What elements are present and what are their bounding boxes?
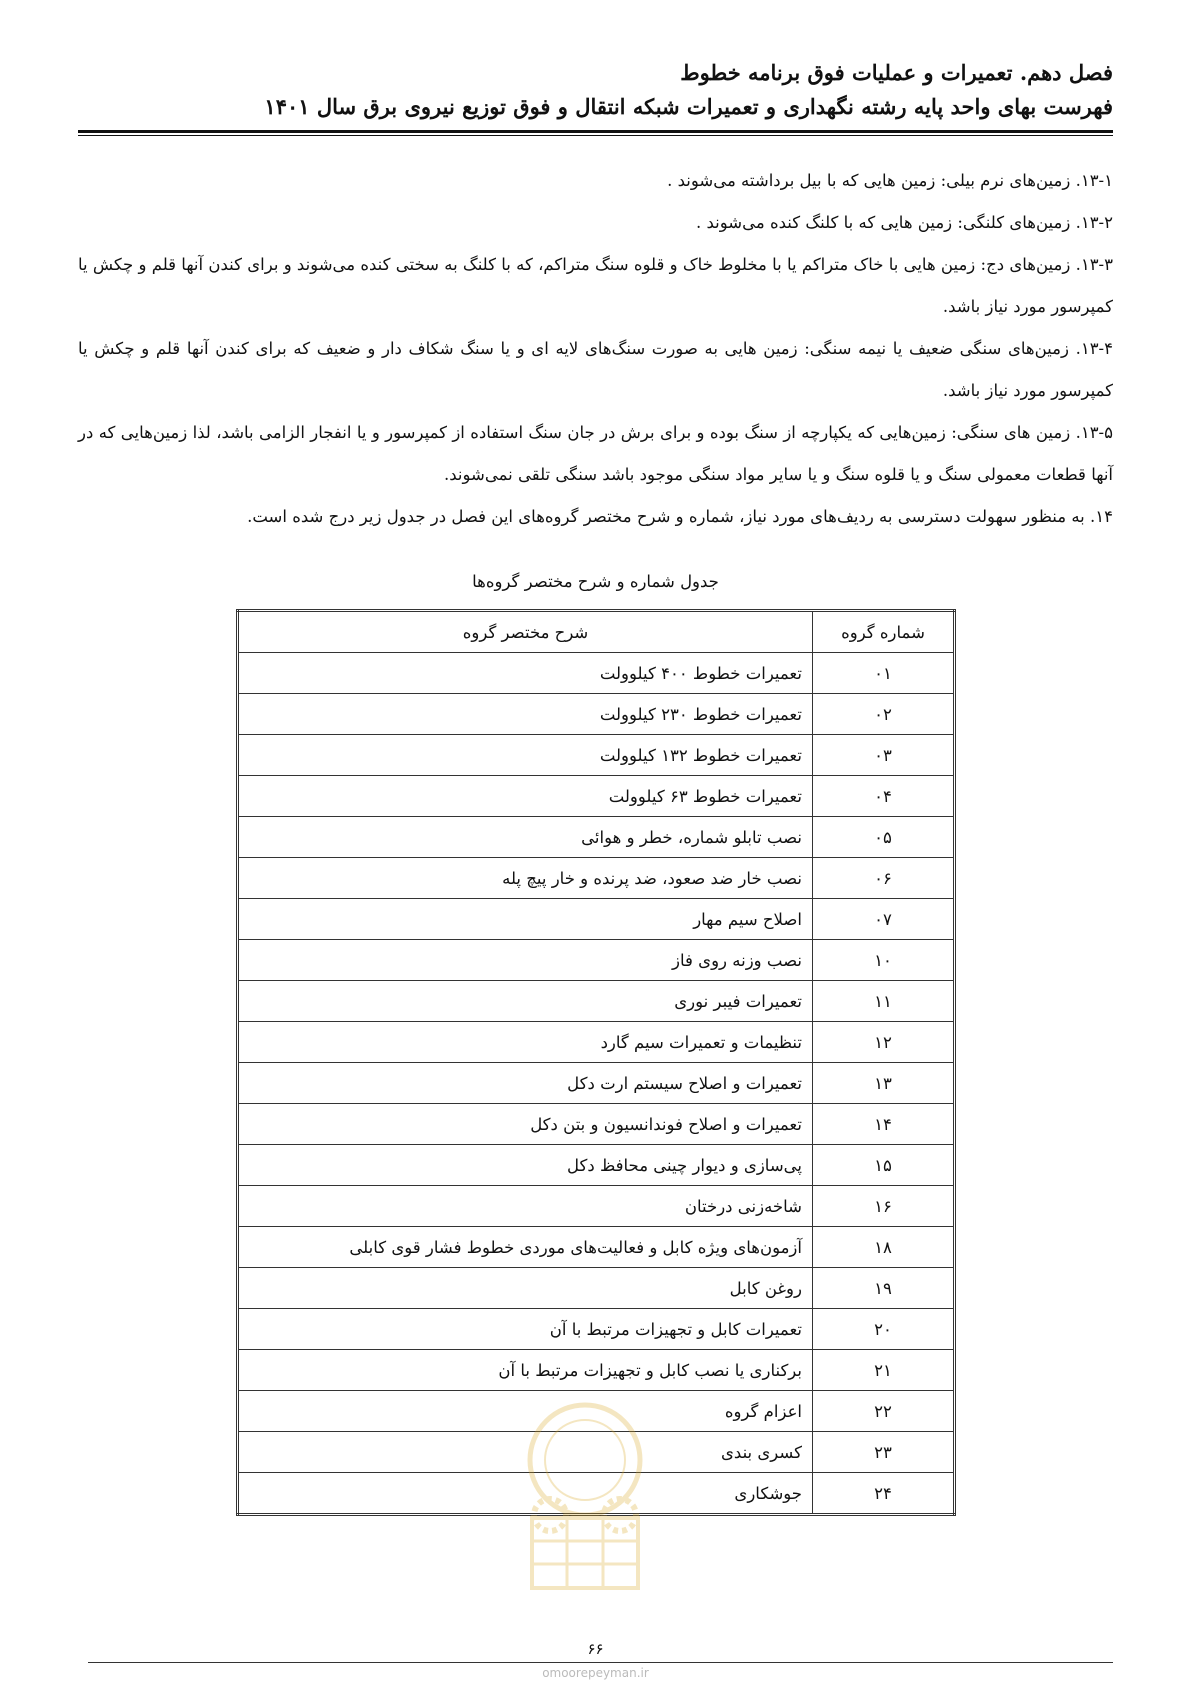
group-number-cell: ۲۳ xyxy=(813,1432,955,1473)
groups-table xyxy=(236,609,956,1516)
paragraph-13-5: ۱۳-۵. زمین های سنگی: زمین‌هایی که یکپارچه از سنگ بوده و برای برش در جان سنگ استفاده از کمپرسور و یا انفجار الزامی باشد، لذا زمین‌هایی که در آنها قطعات معمولی سنگ و یا قلوه سنگ و یا سایر مواد سنگی موجود باشد سنگی تلقی نمی‌شوند. xyxy=(78,423,1113,484)
header-group-number: شماره گروه xyxy=(813,611,955,653)
group-description-cell: اصلاح سیم مهار xyxy=(238,899,813,940)
group-number-cell: ۰۵ xyxy=(813,817,955,858)
group-description-cell: اعزام گروه xyxy=(238,1391,813,1432)
group-number-cell: ۰۲ xyxy=(813,694,955,735)
table-row xyxy=(238,1227,955,1268)
group-number-cell: ۲۴ xyxy=(813,1473,955,1515)
group-number-cell: ۲۱ xyxy=(813,1350,955,1391)
group-description-cell: تنظیمات و تعمیرات سیم گارد xyxy=(238,1022,813,1063)
group-description-cell: نصب خار ضد صعود، ضد پرنده و خار پیچ پله xyxy=(238,858,813,899)
page-number: ۶۶ xyxy=(587,1640,604,1658)
group-description-cell: تعمیرات خطوط ۴۰۰ کیلوولت xyxy=(238,653,813,694)
group-number-cell: ۲۰ xyxy=(813,1309,955,1350)
group-description-cell: نصب تابلو شماره، خطر و هوائی xyxy=(238,817,813,858)
group-number-cell: ۱۶ xyxy=(813,1186,955,1227)
table-row xyxy=(238,1104,955,1145)
group-number-cell: ۰۶ xyxy=(813,858,955,899)
group-description-cell: کسری بندی xyxy=(238,1432,813,1473)
table-row xyxy=(238,981,955,1022)
header-rule-thick xyxy=(78,130,1113,133)
group-number-cell: ۰۷ xyxy=(813,899,955,940)
group-number-cell: ۱۵ xyxy=(813,1145,955,1186)
table-header-row xyxy=(238,611,955,653)
group-number-cell: ۲۲ xyxy=(813,1391,955,1432)
seal-watermark-icon xyxy=(510,1400,660,1600)
table-row xyxy=(238,858,955,899)
table-row xyxy=(238,1268,955,1309)
group-number-cell: ۰۴ xyxy=(813,776,955,817)
group-number-cell: ۰۱ xyxy=(813,653,955,694)
paragraph-13-2: ۱۳-۲. زمین‌های کلنگی: زمین هایی که با کلنگ کنده می‌شوند . xyxy=(696,213,1113,232)
body-text xyxy=(78,160,1113,538)
group-description-cell: روغن کابل xyxy=(238,1268,813,1309)
group-description-cell: تعمیرات و اصلاح فوندانسیون و بتن دکل xyxy=(238,1104,813,1145)
table-row xyxy=(238,1186,955,1227)
group-description-cell: پی‌سازی و دیوار چینی محافظ دکل xyxy=(238,1145,813,1186)
group-description-cell: آزمون‌های ویژه کابل و فعالیت‌های موردی خطوط فشار قوی کابلی xyxy=(238,1227,813,1268)
group-number-cell: ۱۰ xyxy=(813,940,955,981)
group-description-cell: تعمیرات خطوط ۱۳۲ کیلوولت xyxy=(238,735,813,776)
table-row xyxy=(238,1063,955,1104)
table-row xyxy=(238,940,955,981)
table-row xyxy=(238,817,955,858)
paragraph-13-4: ۱۳-۴. زمین‌های سنگی ضعیف یا نیمه سنگی: زمین هایی به صورت سنگ‌های لایه ای و یا سنگ شکاف دار و ضعیف که برای کندن آنها قلم و چکش یا کمپرسور مورد نیاز باشد. xyxy=(78,339,1113,400)
group-description-cell: تعمیرات خطوط ۶۳ کیلوولت xyxy=(238,776,813,817)
table-row xyxy=(238,1309,955,1350)
group-number-cell: ۱۳ xyxy=(813,1063,955,1104)
table-row xyxy=(238,1145,955,1186)
group-number-cell: ۰۳ xyxy=(813,735,955,776)
document-title: فهرست بهای واحد پایه رشته نگهداری و تعمیرات شبکه انتقال و فوق توزیع نیروی برق سال ۱۴۰۱ xyxy=(264,94,1113,119)
header-rule-thin xyxy=(78,135,1113,136)
table-row xyxy=(238,1022,955,1063)
page-header xyxy=(78,56,1113,124)
group-number-cell: ۱۲ xyxy=(813,1022,955,1063)
group-description-cell: شاخه‌زنی درختان xyxy=(238,1186,813,1227)
group-number-cell: ۱۹ xyxy=(813,1268,955,1309)
footer-watermark-url: omoorepeyman.ir xyxy=(542,1666,649,1680)
paragraph-14: ۱۴. به منظور سهولت دسترسی به ردیف‌های مورد نیاز، شماره و شرح مختصر گروه‌های این فصل در جدول زیر درج شده است. xyxy=(247,507,1113,526)
group-description-cell: تعمیرات کابل و تجهیزات مرتبط با آن xyxy=(238,1309,813,1350)
chapter-title: فصل دهم. تعمیرات و عملیات فوق برنامه خطوط xyxy=(680,60,1113,85)
group-number-cell: ۱۱ xyxy=(813,981,955,1022)
group-number-cell: ۱۴ xyxy=(813,1104,955,1145)
table-row xyxy=(238,1350,955,1391)
table-caption: جدول شماره و شرح مختصر گروه‌ها xyxy=(472,572,719,591)
group-description-cell: نصب وزنه روی فاز xyxy=(238,940,813,981)
group-description-cell: برکناری یا نصب کابل و تجهیزات مرتبط با آن xyxy=(238,1350,813,1391)
paragraph-13-1: ۱۳-۱. زمین‌های نرم بیلی: زمین هایی که با بیل برداشته می‌شوند . xyxy=(667,171,1113,190)
paragraph-13-3: ۱۳-۳. زمین‌های دج: زمین هایی با خاک متراکم یا با مخلوط خاک و قلوه سنگ متراکم، که با کلنگ به سختی کنده می‌شوند و برای کندن آنها قلم و چکش یا کمپرسور مورد نیاز باشد. xyxy=(78,255,1113,316)
group-description-cell: جوشکاری xyxy=(238,1473,813,1515)
group-number-cell: ۱۸ xyxy=(813,1227,955,1268)
table-row xyxy=(238,899,955,940)
table-row xyxy=(238,735,955,776)
group-description-cell: تعمیرات خطوط ۲۳۰ کیلوولت xyxy=(238,694,813,735)
group-description-cell: تعمیرات و اصلاح سیستم ارت دکل xyxy=(238,1063,813,1104)
group-description-cell: تعمیرات فیبر نوری xyxy=(238,981,813,1022)
table-row xyxy=(238,694,955,735)
table-row xyxy=(238,653,955,694)
footer-rule xyxy=(88,1662,1113,1663)
header-group-description: شرح مختصر گروه xyxy=(238,611,813,653)
table-row xyxy=(238,776,955,817)
